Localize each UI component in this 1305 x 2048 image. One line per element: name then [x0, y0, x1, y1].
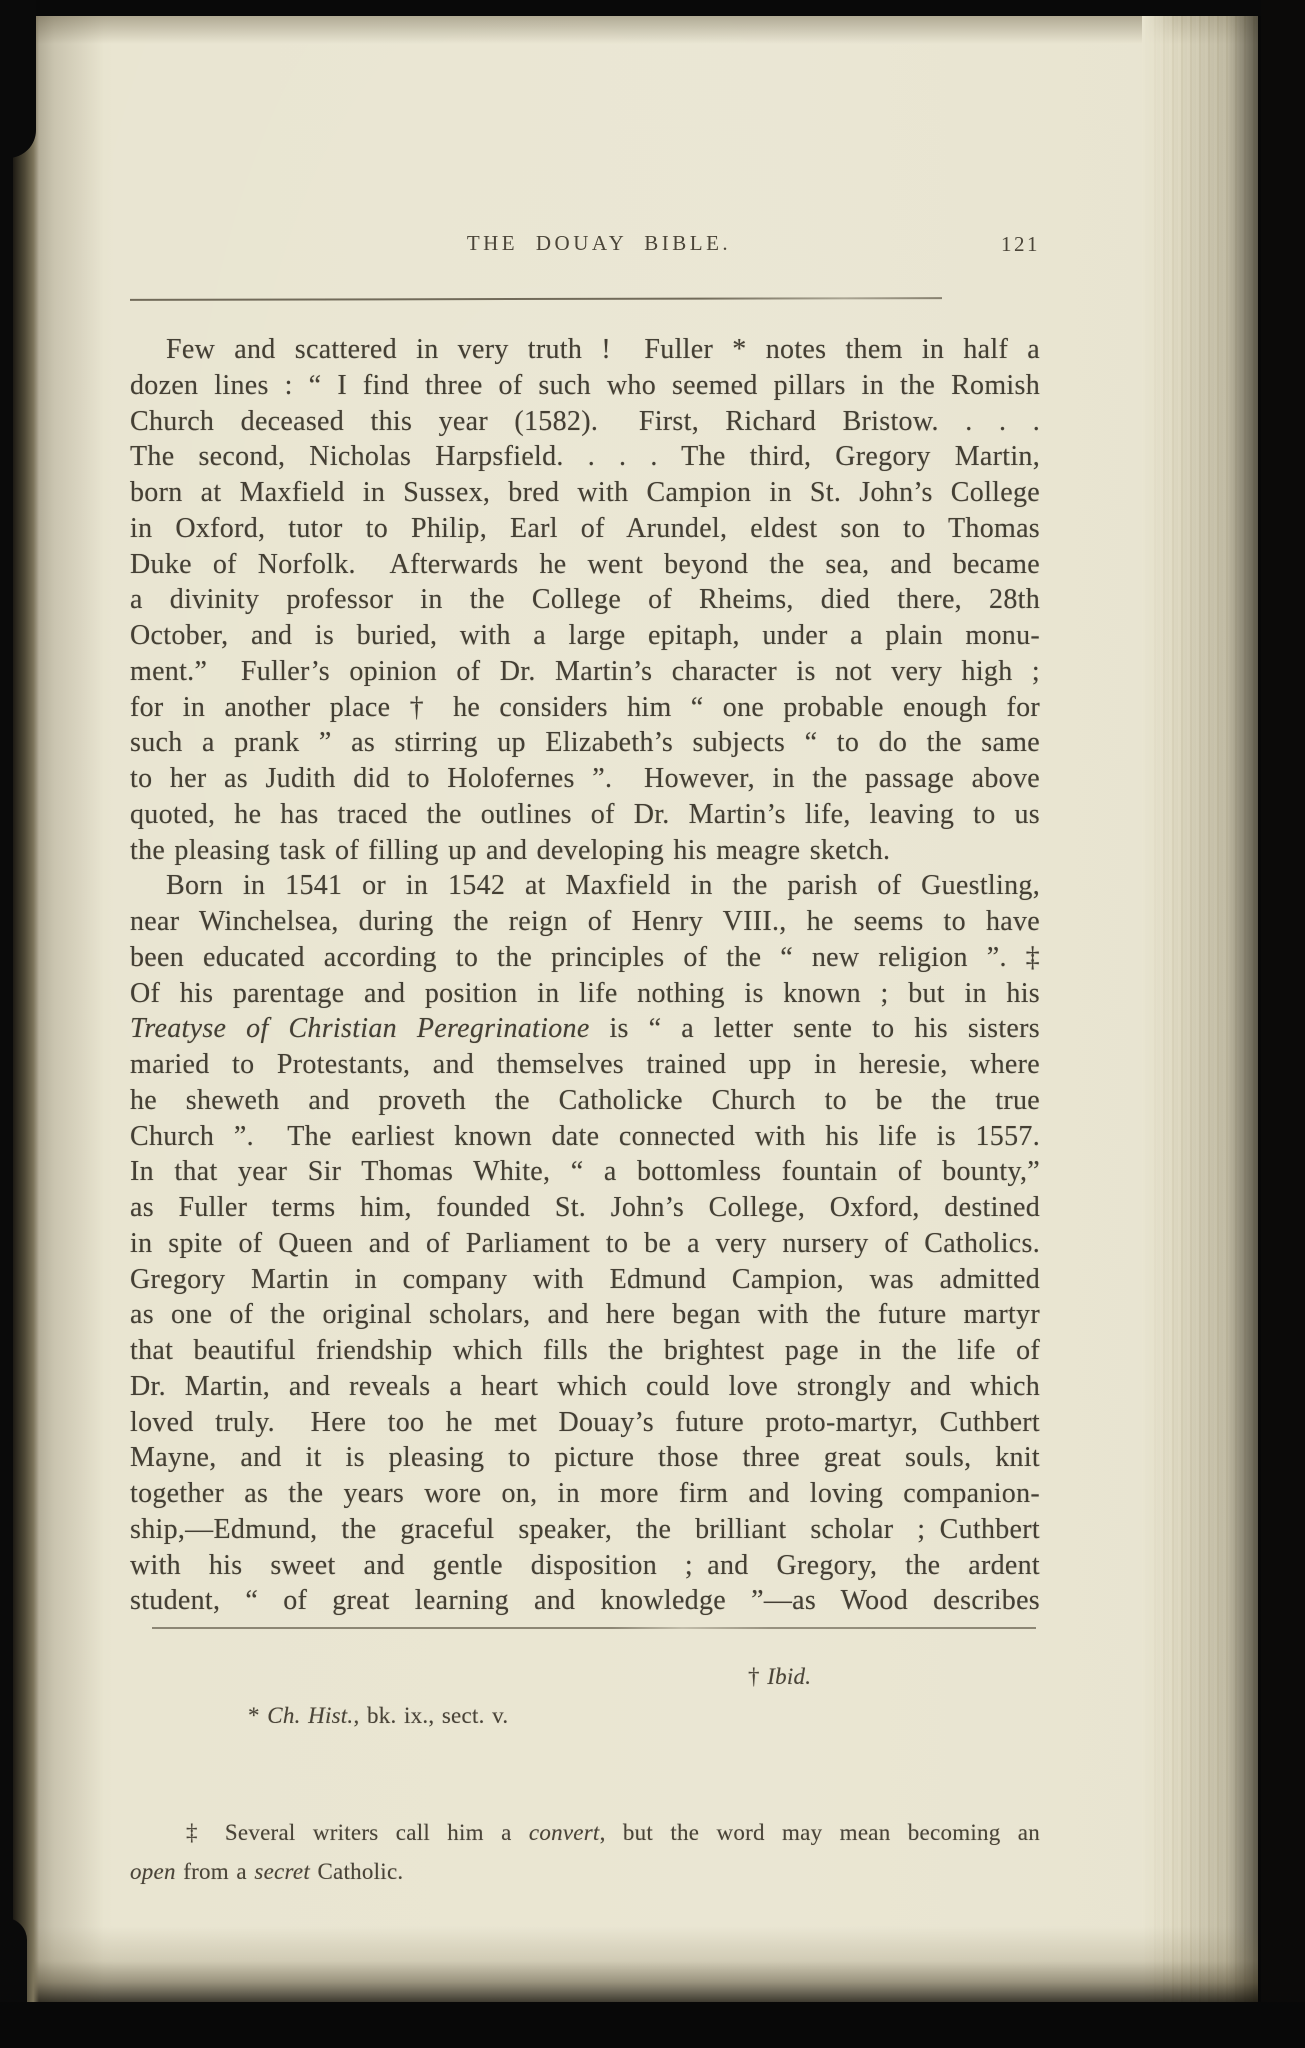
book-cover-left-edge [0, 0, 13, 2048]
text-line: the pleasing task of filling up and developing his meagre sketch. [130, 834, 891, 866]
text-line: Of his parentage and position in life nothing is known ; but in his [130, 977, 1040, 1009]
page-number: 121 [1001, 232, 1040, 256]
text-line: Few and scattered in very truth ! Fuller * notes them in half a [166, 334, 1040, 365]
text-line: such a prank ” as stirring up Elizabeth’s subjects “ to do the same [130, 727, 1040, 759]
text-line: maried to Protestants, and themselves trained upp in heresie, where [130, 1049, 1040, 1080]
photo-background-top [0, 0, 1305, 16]
text-line: a divinity professor in the College of Rheims, died there, 28th [130, 584, 1040, 616]
text-line: that beautiful friendship which fills the brightest page in the life of [130, 1335, 1040, 1366]
photo-background-bottom [0, 2002, 1305, 2048]
book-cover-top-left-corner [0, 0, 36, 158]
text-line: Mayne, and it is pleasing to picture those three great souls, knit [130, 1442, 1040, 1474]
text-line: October, and is buried, with a large epitaph, under a plain monu- [130, 620, 1040, 651]
text-line: near Winchelsea, during the reign of Henry VIII., he seems to have [130, 906, 1040, 937]
footnote-1-right: † Ibid. [748, 1664, 812, 1689]
text-line: for in another place † he considers him “ one probable enough for [130, 691, 1040, 723]
footnote-1-left: * Ch. Hist., bk. ix., sect. v. [248, 1703, 509, 1728]
text-line: quoted, he has traced the outlines of Dr. Martin’s life, leaving to us [130, 798, 1040, 830]
text-line: been educated according to the principles of the “ new religion ”. ‡ [130, 941, 1040, 973]
text-line: loved truly. Here too he met Douay’s future proto-martyr, Cuthbert [130, 1406, 1040, 1438]
page-edge-stack [1142, 16, 1258, 2004]
text-line: open from a secret Catholic. [130, 1859, 404, 1884]
text-line: as one of the original scholars, and here began with the future martyr [130, 1299, 1040, 1331]
footnote-line [130, 1657, 1040, 1813]
footnotes-body [130, 1813, 1040, 1891]
running-header [130, 231, 1040, 263]
text-line: together as the years wore on, in more firm and loving companion- [130, 1478, 1040, 1509]
text-line: as Fuller terms him, founded St. John’s College, Oxford, destined [130, 1192, 1040, 1223]
text-line: The second, Nicholas Harpsfield. . . . The third, Gregory Martin, [130, 441, 1040, 473]
text-line: in Oxford, tutor to Philip, Earl of Arundel, eldest son to Thomas [130, 512, 1040, 544]
text-line: ‡ Several writers call him a convert, but the word may mean becoming an [186, 1820, 1040, 1845]
text-line: Born in 1541 or in 1542 at Maxfield in the parish of Guestling, [166, 870, 1040, 902]
header-title: THE DOUAY BIBLE. [466, 231, 732, 255]
text-line: Dr. Martin, and reveals a heart which could love strongly and which [130, 1370, 1040, 1402]
text-line: ship,—Edmund, the graceful speaker, the brilliant scholar ; Cuthbert [130, 1513, 1040, 1545]
text-line: Gregory Martin in company with Edmund Campion, was admitted [130, 1263, 1040, 1295]
text-line: Duke of Norfolk. Afterwards he went beyond the sea, and became [130, 548, 1040, 580]
body-text [130, 332, 1040, 1619]
text-line: born at Maxfield in Sussex, bred with Campion in St. John’s College [130, 477, 1040, 508]
text-line: Treatyse of Christian Peregrinatione is “ a letter sente to his sisters [130, 1013, 1040, 1045]
text-line: Church ”. The earliest known date connected with his life is 1557. [130, 1120, 1040, 1152]
text-line: Church deceased this year (1582). First, Richard Bristow. . . . [130, 405, 1040, 437]
text-line: dozen lines : “ I find three of such who seemed pillars in the Romish [130, 369, 1040, 401]
text-line: with his sweet and gentle disposition ; and Gregory, the ardent [130, 1549, 1040, 1581]
book-gutter [13, 0, 39, 2048]
text-line: in spite of Queen and of Parliament to be a very nursery of Catholics. [130, 1227, 1040, 1259]
text-line: he sheweth and proveth the Catholicke Church to be the true [130, 1084, 1040, 1116]
photo-background-right [1261, 0, 1305, 2048]
text-line: to her as Judith did to Holofernes ”. However, in the passage above [130, 763, 1040, 794]
text-line: In that year Sir Thomas White, “ a bottomless fountain of bounty,” [130, 1156, 1040, 1188]
header-rule [130, 297, 942, 301]
text-line: ment.” Fuller’s opinion of Dr. Martin’s character is not very high ; [130, 655, 1040, 687]
book-page [14, 16, 1258, 2004]
footnotes [130, 1657, 1040, 1891]
text-line: student, “ of great learning and knowledge ”—as Wood describes [130, 1585, 1040, 1617]
page-edge-fade [1142, 16, 1258, 2004]
footnote-rule [152, 1627, 1036, 1629]
